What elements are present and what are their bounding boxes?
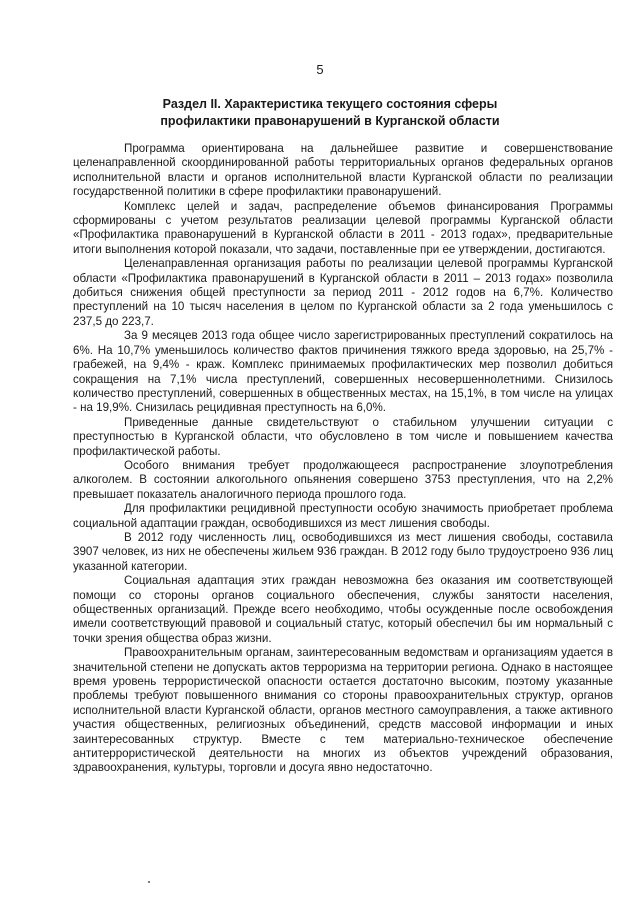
paragraph: Комплекс целей и задач, распределение объемов финансирования Программы сформированы с учетом результатов реализации целевой программы Курганской области «Профилактика правонарушений в Курганской области в 2011 - 2013 годах», предварительные итоги выполнения которой показали, что задачи, поставленные при ее утверждении, достигаются. <box>73 199 613 256</box>
paragraph: Для профилактики рецидивной преступности особую значимость приобретает проблема социальной адаптации граждан, освободившихся из мест лишения свободы. <box>73 502 613 530</box>
paragraph: Правоохранительным органам, заинтересованным ведомствам и организациям удается в значительной степени не допускать актов терроризма на территории региона. Однако в настоящее время уровень террористической опасности остается достаточно высоким, поэтому указанные проблемы требуют повышенного внимания со стороны правоохранительных структур, органов исполнительной власти Курганской области, органов местного самоуправления, а также активного участия общественных, религиозных объединений, средств массовой информации и иных заинтересованных структур. Вместе с тем материально-техническое обеспечение антитеррористической деятельности на многих из объектов учреждений образования, здравоохранения, культуры, торговли и досуга явно недостаточно. <box>73 646 613 775</box>
paragraph: Программа ориентирована на дальнейшее развитие и совершенствование целенаправленной скоординированной работы территориальных органов федеральных органов исполнительной власти и органов исполнительной власти Курганской области по реализации государственной политики в сфере профилактики правонарушений. <box>73 142 613 199</box>
paragraph: Приведенные данные свидетельствуют о стабильном улучшении ситуации с преступностью в Курганской области, что обусловлено в том числе и повышением качества профилактической работы. <box>73 415 613 458</box>
section-title-line-1: Раздел II. Характеристика текущего состояния сферы <box>162 97 498 111</box>
scan-speck <box>148 881 150 883</box>
body-text <box>73 142 613 776</box>
paragraph: Особого внимания требует продолжающееся распространение злоупотребления алкоголем. В состоянии алкогольного опьянения совершено 3753 преступления, что на 2,2% превышает показатель аналогичного периода прошлого года. <box>73 458 613 501</box>
paragraph: В 2012 году численность лиц, освободившихся из мест лишения свободы, составила 3907 человек, из них не обеспечены жильем 936 граждан. В 2012 году было трудоустроено 936 лиц указанной категории. <box>73 530 613 573</box>
page-number: 5 <box>316 62 324 77</box>
paragraph: Целенаправленная организация работы по реализации целевой программы Курганской области «Профилактика правонарушений в Курганской области в 2011 – 2013 годах» позволила добиться снижения общей преступности за период 2011 - 2012 годов на 6,7%. Количество преступлений на 10 тысяч населения в целом по Курганской области за 2 года уменьшилось с 237,5 до 223,7. <box>73 257 613 328</box>
section-title <box>120 96 540 130</box>
paragraph: За 9 месяцев 2013 года общее число зарегистрированных преступлений сократилось на 6%. На 10,7% уменьшилось количество фактов причинения тяжкого вреда здоровью, на 25,7% - грабежей, на 9,4% - краж. Комплекс принимаемых профилактических мер позволил добиться сокращения на 7,1% числа преступлений, совершенных несовершеннолетними. Снизилось количество преступлений, совершенных в общественных местах, на 15,1%, в том числе на улицах - на 19,9%. Снизилась рецидивная преступность на 6,0%. <box>73 329 613 415</box>
paragraph: Социальная адаптация этих граждан невозможна без оказания им соответствующей помощи со стороны органов социального обеспечения, службы занятости населения, общественных организаций. Прежде всего необходимо, чтобы осужденные после освобождения имели соответствующий правовой и социальный статус, который обеспечил бы им нормальный с точки зрения общества образ жизни. <box>73 574 613 645</box>
section-title-line-2: профилактики правонарушений в Курганской области <box>160 114 500 128</box>
